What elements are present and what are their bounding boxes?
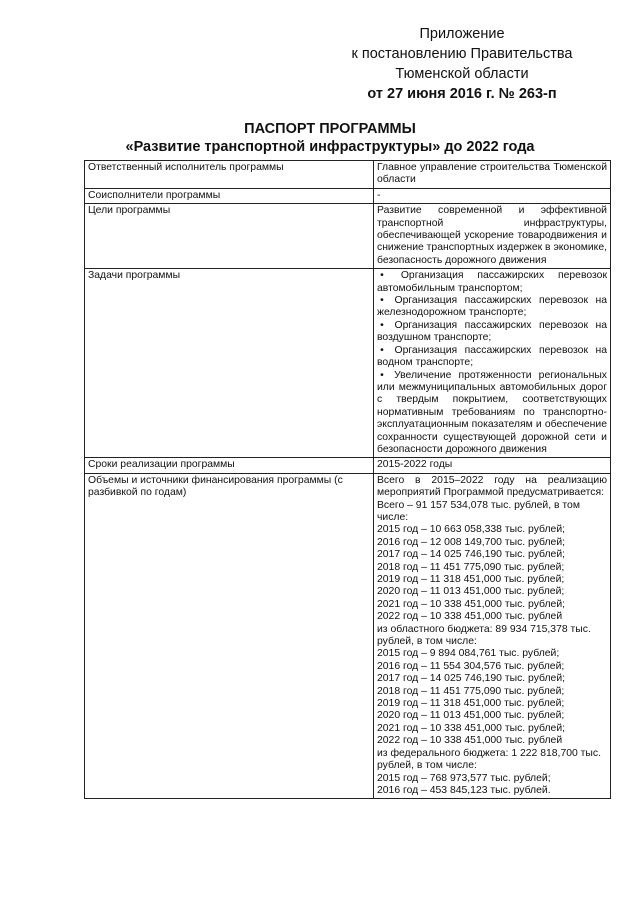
- finance-line: 2016 год – 453 845,123 тыс. рублей.: [377, 784, 551, 796]
- table-row: [85, 161, 611, 189]
- header-resolution: к постановлению Правительства: [351, 46, 573, 62]
- executor-value: Главное управление строительства Тюменской области: [374, 161, 611, 189]
- finance-label: Объемы и источники финансирования программы (с разбивкой по годам): [85, 473, 374, 799]
- bullet-icon: •: [380, 319, 384, 331]
- finance-line: 2022 год – 10 338 451,000 тыс. рублей: [377, 735, 563, 747]
- document-header: [342, 24, 582, 104]
- finance-line: из федерального бюджета: 1 222 818,700 тыс. рублей, в том числе:: [377, 747, 601, 772]
- bullet-icon: •: [380, 369, 384, 381]
- finance-line: 2015 год – 768 973,577 тыс. рублей;: [377, 772, 551, 784]
- finance-line: 2020 год – 11 013 451,000 тыс. рублей;: [377, 586, 565, 598]
- goals-value: Развитие современной и эффективной транспортной инфраструктуры, обеспечивающей ускорение товародвижения и снижение транспортных издержек в экономике, безопасность дорожного движения: [374, 204, 611, 269]
- finance-line: 2021 год – 10 338 451,000 тыс. рублей;: [377, 598, 566, 610]
- tasks-value: [374, 269, 611, 458]
- task-item: • Организация пассажирских перевозок на воздушном транспорте;: [377, 319, 607, 344]
- finance-line: 2019 год – 11 318 451,000 тыс. рублей;: [377, 574, 565, 585]
- header-appendix: Приложение: [419, 26, 505, 42]
- passport-table: [84, 160, 611, 799]
- bullet-icon: •: [380, 295, 384, 307]
- task-item: • Увеличение протяженности региональных или межмуниципальных автомобильных дорог с твердым покрытием, соответствующих нормативным требованиям по транспортно-эксплуатационным показателям и обеспечение сохранности существующей дорожной сети и безопасности дорожного движения: [377, 369, 608, 455]
- finance-line: 2021 год – 10 338 451,000 тыс. рублей;: [377, 722, 566, 734]
- finance-line: 2015 год – 9 894 084,761 тыс. рублей;: [377, 648, 560, 660]
- table-row: [85, 473, 611, 799]
- finance-line: 2020 год – 11 013 451,000 тыс. рублей;: [377, 710, 565, 722]
- finance-value: [374, 473, 611, 799]
- header-date-number: от 27 июня 2016 г. № 263-п: [367, 86, 557, 102]
- goals-label: Цели программы: [85, 204, 374, 269]
- finance-line: 2018 год – 11 451 775,090 тыс. рублей;: [377, 561, 565, 573]
- table-row: [85, 458, 611, 473]
- document-title: ПАСПОРТ ПРОГРАММЫ: [244, 121, 416, 137]
- executor-label: Ответственный исполнитель программы: [85, 161, 374, 189]
- coexecutors-value: -: [374, 188, 611, 203]
- task-item: • Организация пассажирских перевозок на железнодорожном транспорте;: [377, 295, 607, 319]
- tasks-label: Задачи программы: [85, 269, 374, 458]
- finance-line: Всего – 91 157 534,078 тыс. рублей, в том числе:: [377, 499, 580, 523]
- finance-line: 2016 год – 11 554 304,576 тыс. рублей;: [377, 660, 565, 672]
- finance-line: 2018 год – 11 451 775,090 тыс. рублей;: [377, 685, 565, 697]
- finance-line: из областного бюджета: 89 934 715,378 тыс. рублей, в том числе:: [377, 623, 591, 648]
- finance-line: 2015 год – 10 663 058,338 тыс. рублей;: [377, 524, 566, 536]
- finance-intro: Всего в 2015–2022 году на реализацию мероприятий Программой предусматривается:: [377, 474, 607, 499]
- task-item: • Организация пассажирских перевозок автомобильным транспортом;: [377, 270, 607, 294]
- table-row: [85, 269, 611, 458]
- table-row: [85, 188, 611, 203]
- program-title: «Развитие транспортной инфраструктуры» до 2022 года: [125, 139, 535, 155]
- finance-line: 2016 год – 12 008 149,700 тыс. рублей;: [377, 536, 566, 548]
- period-label: Сроки реализации программы: [85, 458, 374, 473]
- bullet-icon: •: [380, 344, 384, 356]
- finance-line: 2017 год – 14 025 746,190 тыс. рублей;: [377, 549, 566, 561]
- bullet-icon: •: [380, 270, 384, 282]
- finance-line: 2019 год – 11 318 451,000 тыс. рублей;: [377, 698, 565, 710]
- finance-line: 2022 год – 10 338 451,000 тыс. рублей: [377, 611, 563, 623]
- table-row: [85, 204, 611, 269]
- coexecutors-label: Соисполнители программы: [85, 188, 374, 203]
- task-item: • Организация пассажирских перевозок на водном транспорте;: [377, 344, 607, 369]
- header-region: Тюменской области: [395, 66, 529, 82]
- finance-line: 2017 год – 14 025 746,190 тыс. рублей;: [377, 673, 566, 685]
- period-value: 2015-2022 годы: [374, 458, 611, 473]
